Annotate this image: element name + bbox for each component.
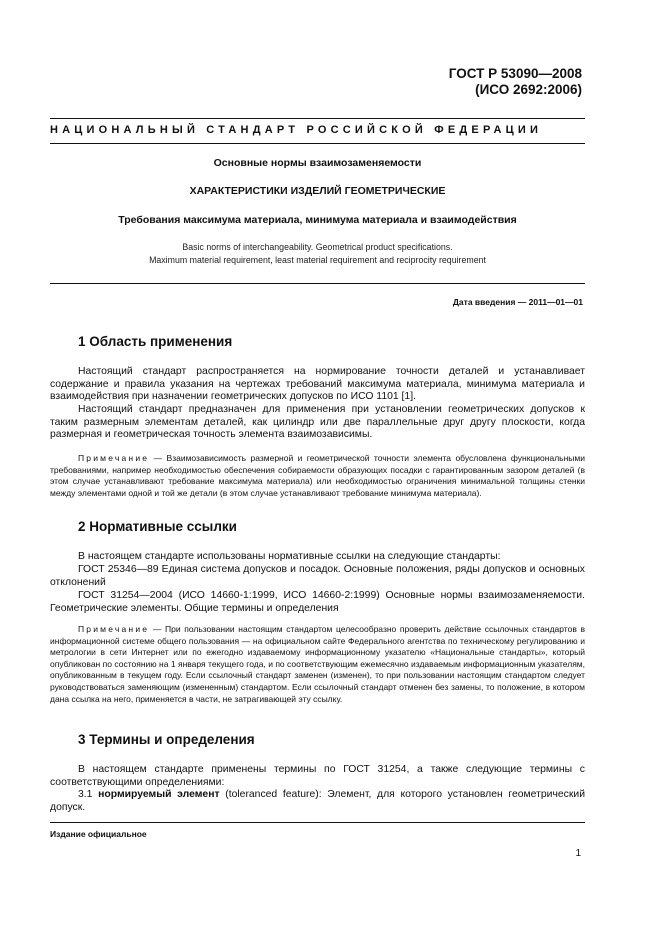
page-number: 1: [575, 848, 581, 859]
term-name: нормируемый элемент: [98, 789, 220, 800]
section-1-para-2: Настоящий стандарт предназначен для применения при установлении геометрических допусков к таким размерным элементам деталей, как цилиндр или две параллельные друг другу плоскости, когда размерная и геометрическая точность элемента взаимозависимы.: [50, 404, 585, 441]
section-1-para-1: Настоящий стандарт распространяется на нормирование точности деталей и устанавливает содержание и правила указания на чертежах требований максимума материала, минимума материала и взаимодействия при назначении геометрических допусков по ИСО 1101 [1].: [50, 366, 585, 403]
english-title-line-1: Basic norms of interchangeability. Geometrical product specifications.: [182, 242, 453, 252]
section-3-para-1: В настоящем стандарте применены термины по ГОСТ 31254, а также следующие термины с соответствующими определениями:: [50, 764, 585, 788]
section-3-heading: 3 Термины и определения: [78, 732, 255, 747]
standard-number-block: [449, 66, 582, 98]
footer-rule: [50, 822, 585, 823]
reference-gost-25346: ГОСТ 25346—89 Единая система допусков и посадок. Основные положения, ряды допусков и основных отклонений: [50, 564, 585, 588]
section-1-note: [50, 453, 585, 499]
requirements-title: Требования максимума материала, минимума материала и взаимодействия: [118, 214, 517, 226]
section-2-note: [50, 624, 585, 705]
section-2-heading: 2 Нормативные ссылки: [78, 519, 237, 534]
term-number: 3.1: [78, 789, 99, 800]
note-label: Примечание: [78, 453, 150, 463]
sub-title: ХАРАКТЕРИСТИКИ ИЗДЕЛИЙ ГЕОМЕТРИЧЕСКИЕ: [189, 185, 446, 197]
term-english: (toleranced feature):: [219, 789, 328, 800]
section-1-heading: 1 Область применения: [78, 334, 233, 349]
top-rule: [50, 118, 585, 119]
title-rule: [50, 283, 585, 284]
term-text: Элемент, для которого установлен геометрический допуск.: [50, 789, 585, 813]
note-label: Примечание: [78, 624, 150, 634]
gost-number: ГОСТ Р 53090—2008: [448, 66, 582, 81]
banner-rule: [50, 143, 585, 144]
section-2-para-1: В настоящем стандарте использованы нормативные ссылки на следующие стандарты:: [78, 551, 501, 562]
edition-label: Издание официальное: [50, 829, 147, 839]
reference-gost-31254: ГОСТ 31254—2004 (ИСО 14660-1:1999, ИСО 14660-2:1999) Основные нормы взаимозаменяемости. Геометрические элементы. Общие термины и определения: [50, 590, 585, 614]
term-definition: [50, 789, 585, 814]
english-title-line-2: Maximum material requirement, least material requirement and reciprocity requirement: [149, 255, 486, 265]
iso-number: (ИСО 2692:2006): [475, 82, 582, 97]
intro-date: Дата введения — 2011—01—01: [452, 297, 583, 307]
note-text: — При пользовании настоящим стандартом целесообразно проверить действие ссылочных стандартов в информационной системе общего пользования — на официальном сайте Федерального агентства по техническому регулированию и метрологии в сети Интернет или по ежегодно издаваемому информационному указателю «Национальные стандарты», который опубликован по состоянию на 1 января текущего года, и по соответствующим ежемесячно издаваемым информационным указателям, опубликованным в текущем году. Если ссылочный стандарт заменен (изменен), то при пользовании настоящим стандартом следует руководствоваться заменяющим (измененным) стандартом. Если ссылочный стандарт отменен без замены, то положение, в котором дана ссылка на него, применяется в части, не затрагивающей эту ссылку.: [50, 624, 585, 704]
note-text: — Взаимозависимость размерной и геометрической точности элемента обусловлена функциональными требованиями, например необходимостью обеспечения собираемости образующих посадки с гарантированным зазором деталей (в этом случае устанавливают требование максимума материала) или необходимостью ограничения минимальной толщины стенки между элементами одной и той же детали (в этом случае устанавливают требование минимума материала).: [50, 453, 585, 498]
main-title: Основные нормы взаимозаменяемости: [213, 157, 422, 169]
national-standard-banner: НАЦИОНАЛЬНЫЙ СТАНДАРТ РОССИЙСКОЙ ФЕДЕРАЦИИ: [50, 124, 543, 136]
